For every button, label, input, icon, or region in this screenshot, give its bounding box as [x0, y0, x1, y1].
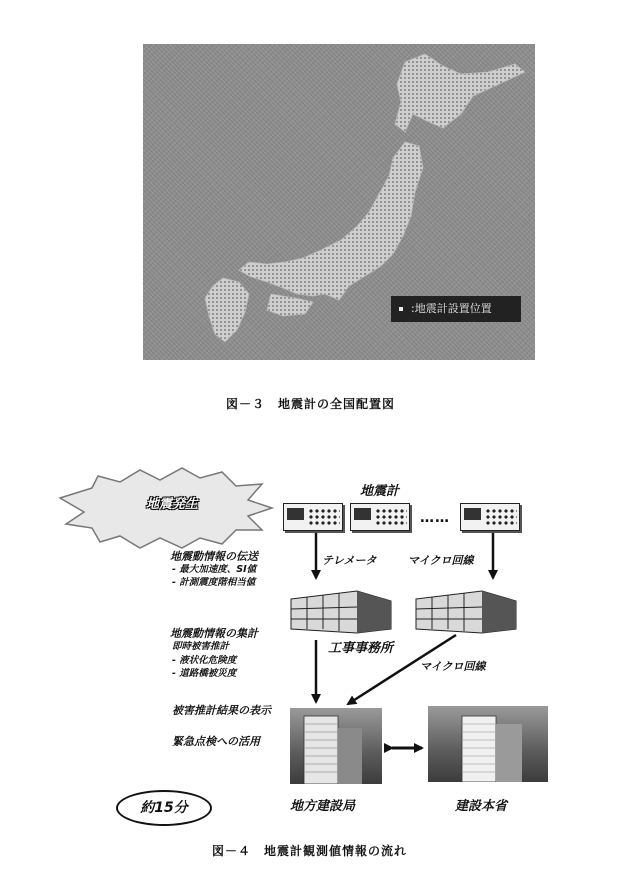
earthquake-label: 地震発生 — [145, 497, 198, 512]
regional-bureau-photo — [290, 708, 382, 784]
emergency-inspection-label: 緊急点検への活用 — [172, 735, 260, 748]
microwave-label-1: マイクロ回線 — [408, 554, 474, 567]
info-transmit-title: 地震動情報の伝送 — [170, 550, 258, 563]
info-collect-title: 地震動情報の集計 — [170, 627, 258, 640]
regional-bureau-label: 地方建設局 — [290, 799, 356, 814]
seismometer-device-icon — [283, 503, 343, 531]
display-results-label: 被害推計結果の表示 — [172, 704, 271, 717]
microwave-label-2: マイクロ回線 — [420, 660, 486, 673]
ministry-label: 建設本省 — [455, 799, 508, 814]
seismometer-device-icon — [350, 503, 410, 531]
time-ellipse — [116, 790, 212, 826]
info-transmit-item: - 計測震度階相当値 — [172, 577, 256, 588]
seismometer-device-icon — [460, 503, 520, 531]
info-collect-item: - 液状化危険度 — [172, 655, 237, 666]
time-label: 約15分 — [140, 800, 188, 816]
legend-label: :地震計設置位置 — [411, 302, 492, 315]
info-collect-subtitle: 即時被害推計 — [172, 641, 230, 652]
ellipsis: …… — [420, 510, 450, 526]
construction-office-building-icon — [287, 585, 397, 635]
figure4-caption: 図－４ 地震計観測値情報の流れ — [212, 844, 408, 858]
regional-bureau-building-icon — [290, 708, 382, 784]
telemeter-label: テレメータ — [322, 554, 377, 567]
figure3-caption: 図－３ 地震計の全国配置図 — [226, 397, 396, 411]
construction-office-building-icon — [412, 585, 522, 635]
seismometer-label: 地震計 — [360, 484, 400, 499]
ministry-photo — [428, 706, 548, 782]
info-transmit-item: - 最大加速度、SI値 — [172, 564, 257, 575]
info-collect-item: - 道路橋被災度 — [172, 668, 237, 679]
ministry-building-icon — [428, 706, 548, 782]
construction-office-label: 工事事務所 — [328, 641, 394, 656]
